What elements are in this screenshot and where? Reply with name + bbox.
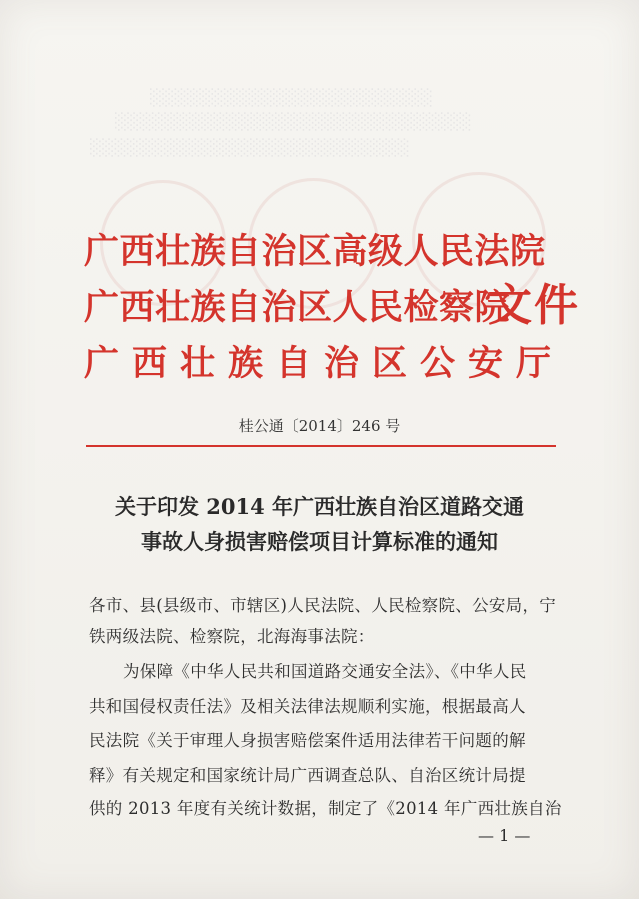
paragraph-line-5: 供的 2013 年度有关统计数据，制定了《2014 年广西壮族自治 (89, 799, 562, 818)
document-title-line-2: 事故人身损害赔偿项目计算标准的通知 (141, 529, 498, 554)
issuer-court: 广西壮族自治区高级人民法院 (84, 231, 546, 272)
paragraph-line-1: 为保障《中华人民共和国道路交通安全法》、《中华人民 (123, 662, 527, 681)
doc-type-label: 文件 (488, 280, 580, 331)
addressee-line-1: 各市、县(县级市、市辖区)人民法院、人民检察院、公安局，宁 (89, 596, 557, 615)
bleed-through-ghost: ░░░░░░░░░░░░░░░░░░░░░░░ (150, 88, 434, 107)
document-title-line-1: 关于印发 2014 年广西壮族自治区道路交通 (114, 494, 525, 519)
paragraph-line-4: 释》有关规定和国家统计局广西调查总队、自治区统计局提 (89, 766, 526, 785)
addressee-line-2: 铁两级法院、检察院，北海海事法院： (89, 627, 375, 646)
issuer-header (84, 222, 584, 392)
red-divider-line (86, 445, 556, 447)
page-number: — 1 — (478, 826, 531, 845)
issuer-police: 广西壮族自治区公安厅 (84, 343, 565, 384)
paragraph-line-3: 民法院《关于审理人身损害赔偿案件适用法律若干问题的解 (89, 731, 526, 750)
paragraph-line-2: 共和国侵权责任法》及相关法律法规顺利实施，根据最高人 (89, 697, 526, 716)
bleed-through-ghost: ░░░░░░░░░░░░░░░░░░░░░░░░░░ (90, 138, 410, 157)
issuer-procuratorate: 广西壮族自治区人民检察院 (84, 287, 511, 328)
document-number: 桂公通〔2014〕246 号 (238, 417, 401, 435)
bleed-through-ghost: ░░░░░░░░░░░░░░░░░░░░░░░░░░░░░ (115, 112, 472, 131)
